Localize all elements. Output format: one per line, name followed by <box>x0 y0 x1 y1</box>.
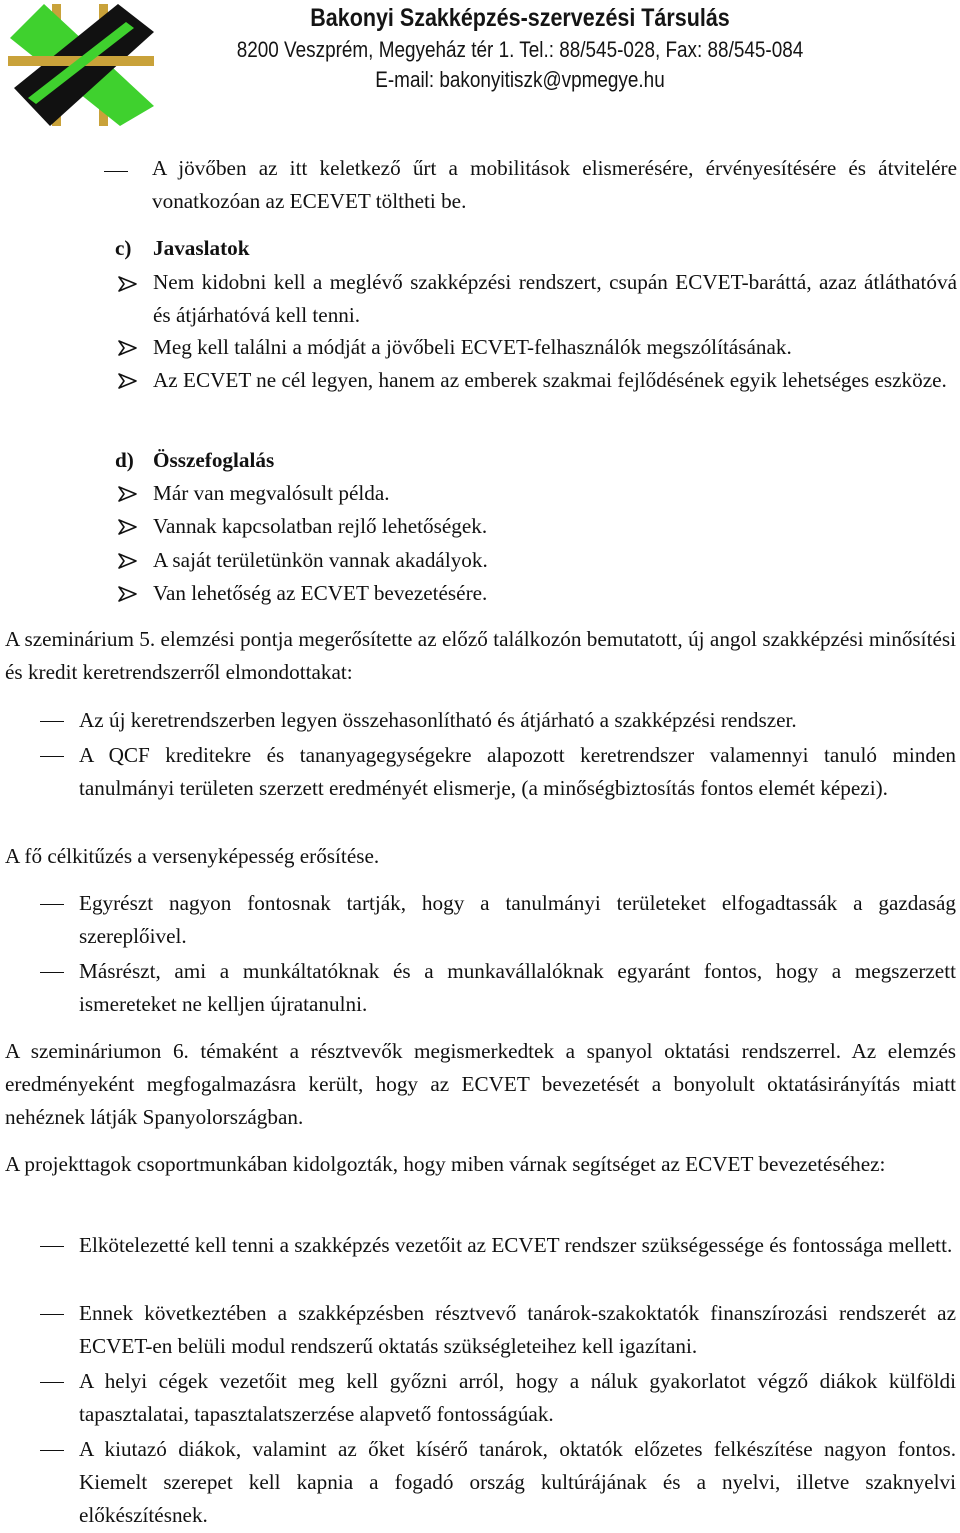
section-d-item: A saját területünkön vannak akadályok. <box>153 548 488 572</box>
letterhead <box>0 0 960 132</box>
section-c-title: Javaslatok <box>153 236 250 260</box>
cross-star-logo-icon <box>8 2 156 128</box>
dash-bullet-icon <box>40 756 64 757</box>
section-c-item: Nem kidobni kell a meglévő szakképzési rendszert, csupán ECVET-baráttá, azaz átláthatóvá és átjárhatóvá kell tenni. <box>153 270 957 327</box>
groupwork-item: Ennek következtében a szakképzésben résztvevő tanárok-szakoktatók finanszírozási rendszerét az ECVET-en belüli modul rendszerű oktatás szükségleteihez kell igazítani. <box>79 1301 956 1358</box>
arrow-bullet-icon <box>118 276 138 292</box>
arrow-bullet-icon <box>118 519 138 535</box>
dash-bullet-icon <box>40 721 64 722</box>
arrow-bullet-icon <box>118 340 138 356</box>
arrow-bullet-icon <box>118 486 138 502</box>
section-c-item: Az ECVET ne cél legyen, hanem az emberek szakmai fejlődésének egyik lehetséges eszköze. <box>153 368 947 392</box>
section-d-item: Vannak kapcsolatban rejlő lehetőségek. <box>153 514 488 538</box>
paragraph-main-goal: A fő célkitűzés a versenyképesség erősítése. <box>5 844 380 868</box>
section-d-title: Összefoglalás <box>153 448 275 472</box>
main-goal-item: Másrészt, ami a munkáltatóknak és a munkavállalóknak egyaránt fontos, hogy a megszerzett ismereteket ne kelljen újratanulni. <box>79 959 956 1016</box>
organization-name: Bakonyi Szakképzés-szervezési Társulás <box>310 4 730 32</box>
paragraph-groupwork: A projekttagok csoportmunkában kidolgozták, hogy miben várnak segítséget az ECVET bevezetéséhez: <box>5 1152 886 1176</box>
dash-bullet-icon <box>40 904 64 905</box>
dash-bullet-icon <box>40 972 64 973</box>
seminar-5-item: Az új keretrendszerben legyen összehasonlítható és átjárható a szakképzési rendszer. <box>79 708 797 732</box>
dash-bullet-icon <box>40 1450 64 1451</box>
groupwork-item: A kiutazó diákok, valamint az őket kísérő tanárok, oktatók előzetes felkészítése nagyon fontos. Kiemelt szerepet kell kapnia a fogadó ország kultúrájának és a nyelvi, illetve szaknyelvi előkészítésnek. <box>79 1437 956 1527</box>
paragraph-seminar-5: A szeminárium 5. elemzési pontja megerősítette az előző találkozón bemutatott, új angol szakképzési minősítési és kredit keretrendszerről elmondottakat: <box>5 627 956 684</box>
section-c-label: c) <box>115 236 132 260</box>
dash-bullet-icon <box>40 1382 64 1383</box>
section-d-label: d) <box>115 448 134 472</box>
arrow-bullet-icon <box>118 553 138 569</box>
organization-email: E-mail: bakonyitiszk@vpmegye.hu <box>375 67 665 92</box>
arrow-bullet-icon <box>118 586 138 602</box>
groupwork-item: Elkötelezetté kell tenni a szakképzés vezetőit az ECVET rendszer szükségessége és fontossága mellett. <box>79 1233 953 1257</box>
section-d-item: Már van megvalósult példa. <box>153 481 390 505</box>
top-dash-item: A jövőben az itt keletkező űrt a mobilitások elismerésére, érvényesítésére és átvitelére vonatkozóan az ECEVET töltheti be. <box>152 156 957 213</box>
organization-address: 8200 Veszprém, Megyeház tér 1. Tel.: 88/545-028, Fax: 88/545-084 <box>236 37 804 62</box>
section-d-item: Van lehetőség az ECVET bevezetésére. <box>153 581 488 605</box>
main-goal-item: Egyrészt nagyon fontosnak tartják, hogy a tanulmányi területeket elfogadtassák a gazdaság szereplőivel. <box>79 891 956 948</box>
dash-bullet-icon <box>40 1246 64 1247</box>
dash-bullet-icon <box>40 1314 64 1315</box>
arrow-bullet-icon <box>118 373 138 389</box>
section-c-item: Meg kell találni a módját a jövőbeli ECVET-felhasználók megszólításának. <box>153 335 792 359</box>
groupwork-item: A helyi cégek vezetőit meg kell győzni arról, hogy a náluk gyakorlatot végző diákok külföldi tapasztalatai, tapasztalatszerzése alapvető fontosságúak. <box>79 1369 956 1426</box>
dash-bullet-icon <box>104 171 128 172</box>
seminar-5-item: A QCF kreditekre és tananyagegységekre alapozott keretrendszer valamennyi tanuló minden tanulmányi területen szerzett eredményét elismerje, (a minőségbiztosítás fontos elemét képezi). <box>79 743 956 800</box>
paragraph-seminar-6: A szemináriumon 6. témaként a résztvevők megismerkedtek a spanyol oktatási rendszerrel. Az elemzés eredményeként megfogalmazásra került, hogy az ECVET bevezetését a bonyolult oktatásirányítás miatt nehéznek látják Spanyolországban. <box>5 1039 956 1129</box>
